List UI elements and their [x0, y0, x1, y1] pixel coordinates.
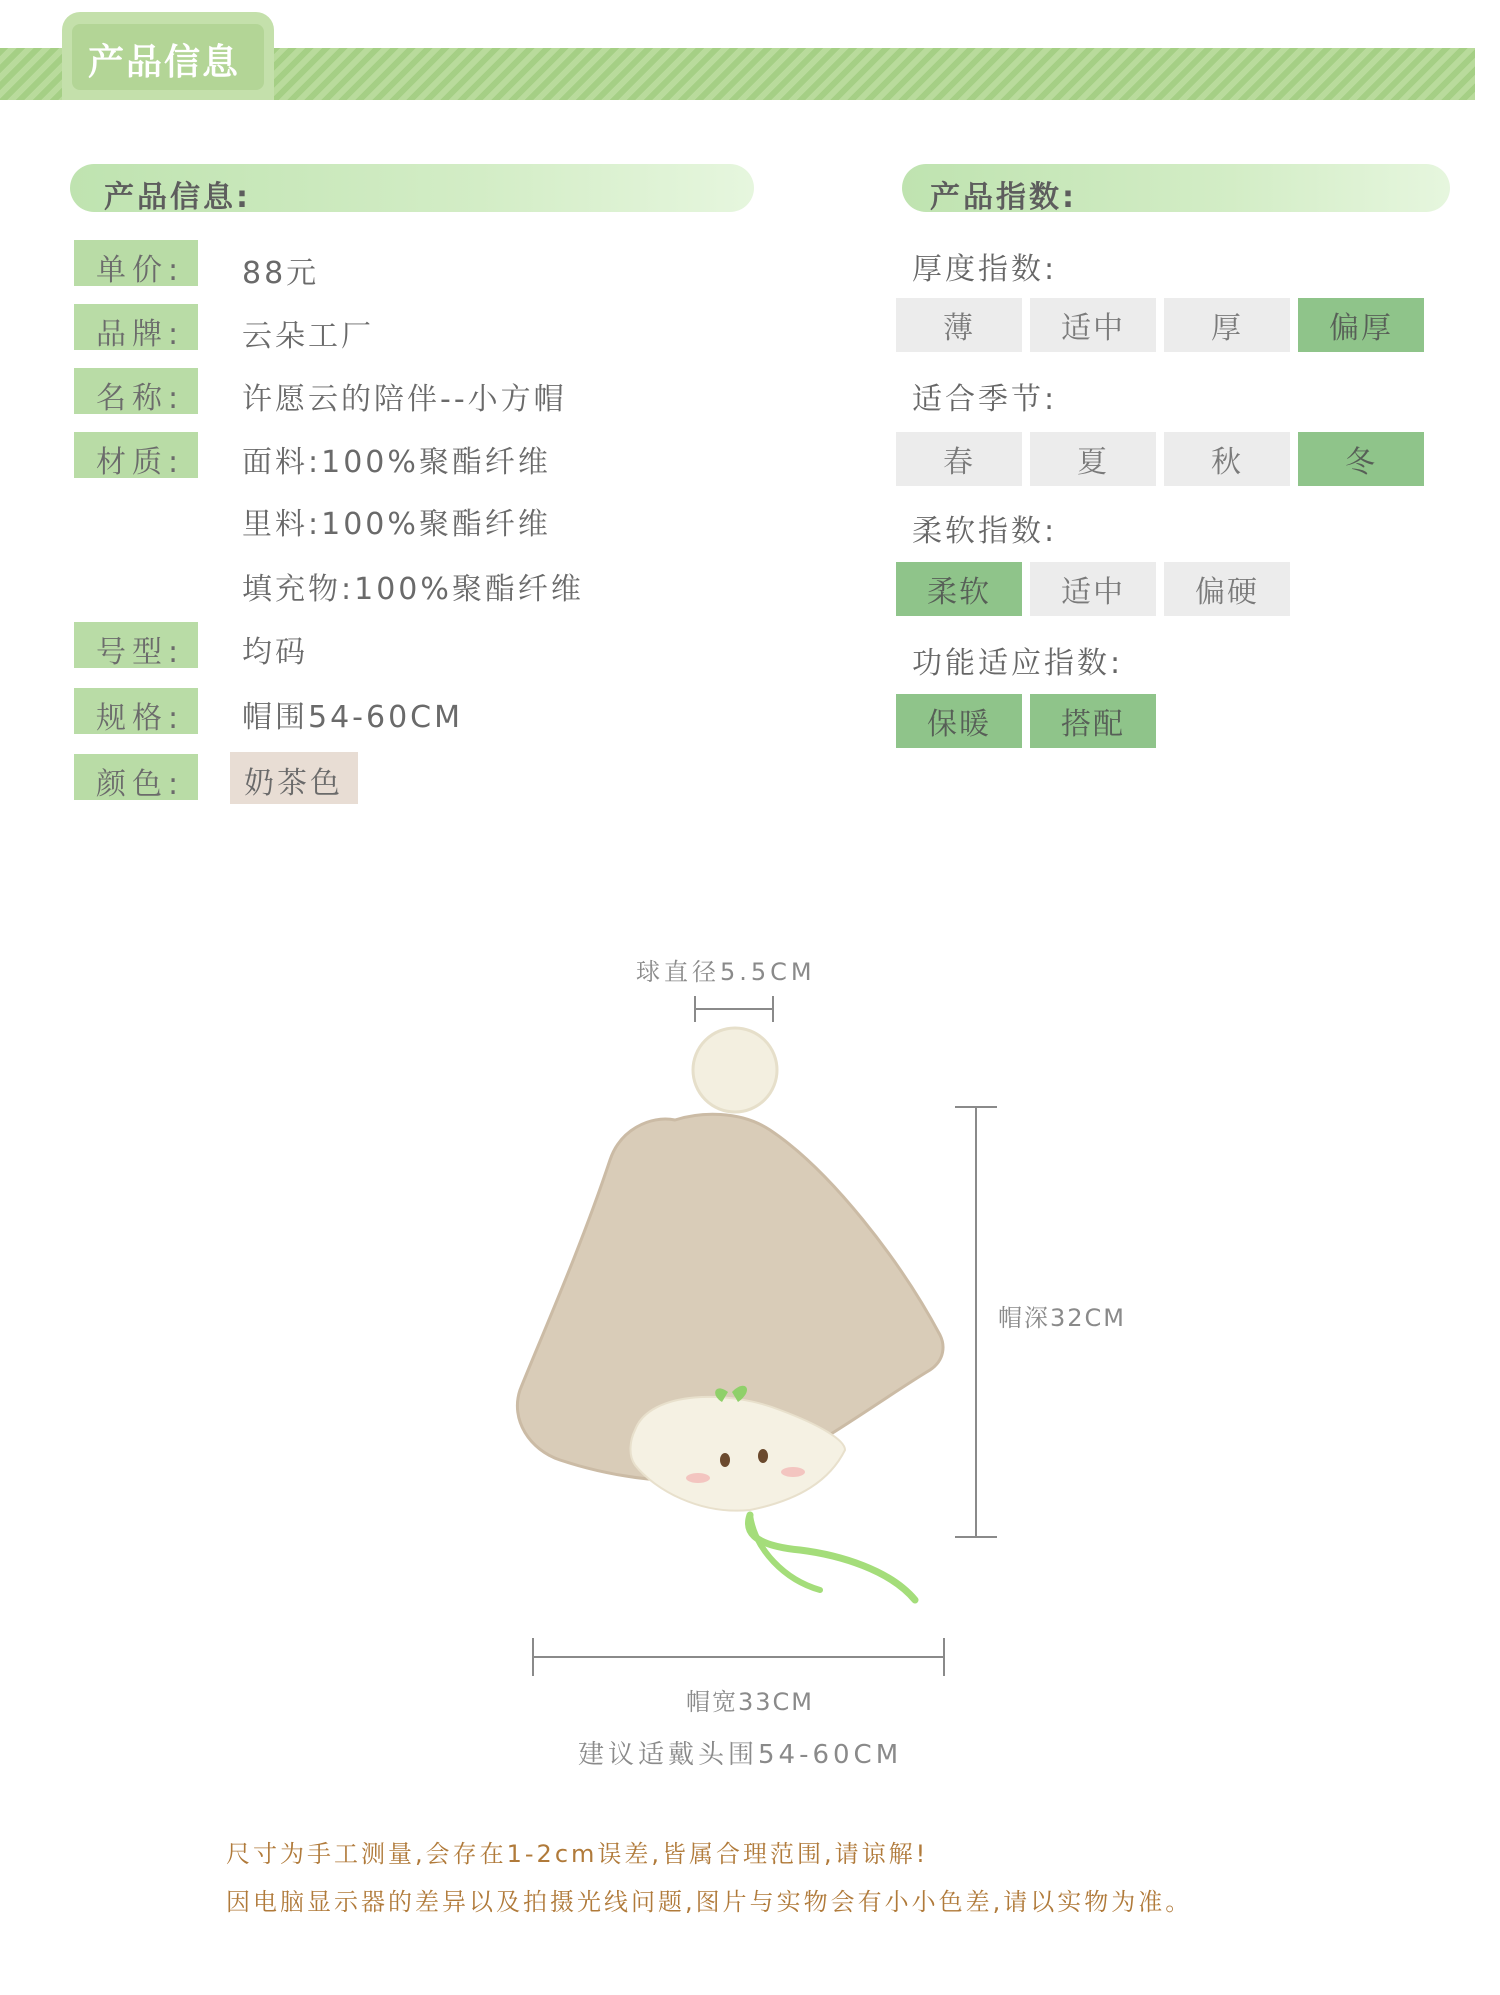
- thickness-chip-thicker: 偏厚: [1298, 298, 1424, 352]
- head-size-label: 建议适戴头围54-60CM: [578, 1740, 903, 1770]
- index-section-title: 产品指数:: [930, 180, 1077, 215]
- width-dimension-tick-right: [943, 1638, 945, 1676]
- thickness-chip-medium: 适中: [1030, 298, 1156, 352]
- season-title: 适合季节:: [912, 382, 1058, 417]
- value-size-type: 均码: [242, 635, 308, 670]
- value-name: 许愿云的陪伴--小方帽: [242, 382, 567, 417]
- function-chip-warm: 保暖: [896, 694, 1022, 748]
- label-brand: 品牌:: [96, 317, 185, 352]
- value-material-lining: 里料:100%聚酯纤维: [242, 507, 551, 542]
- label-price: 单价:: [96, 253, 185, 288]
- eye-right: [758, 1449, 768, 1463]
- blush-left: [686, 1473, 710, 1483]
- page-title: 产品信息: [88, 42, 241, 83]
- season-chip-spring: 春: [896, 432, 1022, 486]
- pompom: [693, 1028, 777, 1112]
- softness-chip-medium: 适中: [1030, 562, 1156, 616]
- label-spec: 规格:: [96, 701, 185, 736]
- season-chip-winter: 冬: [1298, 432, 1424, 486]
- blush-right: [781, 1467, 805, 1477]
- label-color: 颜色:: [96, 767, 185, 802]
- thickness-chip-thin: 薄: [896, 298, 1022, 352]
- function-title: 功能适应指数:: [912, 646, 1124, 681]
- note-color-difference: 因电脑显示器的差异以及拍摄光线问题,图片与实物会有小小色差,请以实物为准。: [226, 1888, 1193, 1916]
- softness-title: 柔软指数:: [912, 514, 1058, 549]
- hat-depth-label: 帽深32CM: [998, 1304, 1127, 1332]
- depth-dimension-tick-top: [955, 1106, 997, 1108]
- value-material-fabric: 面料:100%聚酯纤维: [242, 445, 551, 480]
- softness-chip-hard: 偏硬: [1164, 562, 1290, 616]
- label-name: 名称:: [96, 381, 185, 416]
- width-dimension-tick-left: [532, 1638, 534, 1676]
- label-material: 材质:: [96, 445, 185, 480]
- value-color: 奶茶色: [244, 766, 343, 801]
- value-brand: 云朵工厂: [242, 319, 374, 354]
- info-section-title: 产品信息:: [104, 180, 251, 215]
- label-size-type: 号型:: [96, 635, 185, 670]
- season-chip-summer: 夏: [1030, 432, 1156, 486]
- hat-illustration: [500, 1010, 960, 1620]
- value-price: 88元: [242, 256, 320, 291]
- thickness-title: 厚度指数:: [912, 252, 1058, 287]
- ball-diameter-label: 球直径5.5CM: [636, 958, 816, 986]
- depth-dimension-tick-bottom: [955, 1536, 997, 1538]
- function-chip-match: 搭配: [1030, 694, 1156, 748]
- depth-dimension-line: [975, 1106, 977, 1538]
- eye-left: [720, 1453, 730, 1467]
- thickness-chip-thick: 厚: [1164, 298, 1290, 352]
- value-material-filling: 填充物:100%聚酯纤维: [242, 572, 584, 607]
- value-spec: 帽围54-60CM: [242, 700, 464, 735]
- season-chip-autumn: 秋: [1164, 432, 1290, 486]
- softness-chip-soft: 柔软: [896, 562, 1022, 616]
- hat-width-label: 帽宽33CM: [686, 1688, 815, 1716]
- note-measurement: 尺寸为手工测量,会存在1-2cm误差,皆属合理范围,请谅解!: [226, 1840, 929, 1868]
- width-dimension-line: [532, 1656, 945, 1658]
